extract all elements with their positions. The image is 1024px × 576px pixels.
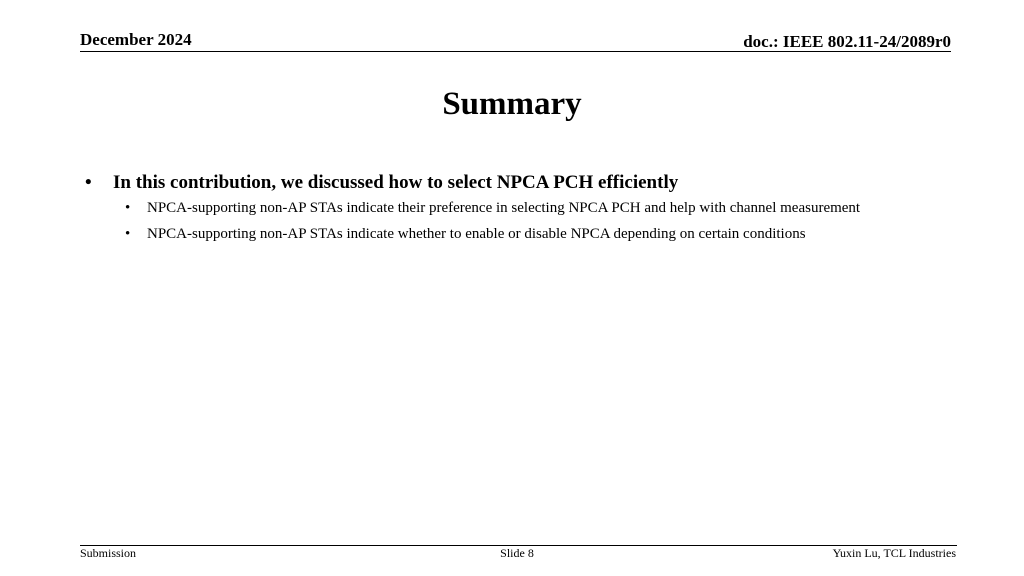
- sub-bullet-text: NPCA-supporting non-AP STAs indicate their preference in selecting NPCA PCH and help with channel measurement: [147, 200, 861, 216]
- sub-bullet-item: [80, 224, 940, 244]
- footer-author: Yuxin Lu, TCL Industries: [832, 546, 956, 560]
- bullet-icon: •: [85, 172, 92, 193]
- slide-title: Summary: [442, 86, 582, 122]
- header-doc-id: doc.: IEEE 802.11-24/2089r0: [743, 32, 951, 51]
- sub-bullet-text: NPCA-supporting non-AP STAs indicate whether to enable or disable NPCA depending on certain conditions: [147, 226, 806, 242]
- footer-slide-number: Slide 8: [500, 546, 534, 560]
- bullet-text: In this contribution, we discussed how to select NPCA PCH efficiently: [113, 172, 679, 193]
- sub-bullet-icon: •: [125, 226, 131, 242]
- header-divider: [80, 51, 951, 52]
- header-date: December 2024: [80, 30, 192, 49]
- sub-bullet-icon: •: [125, 200, 131, 216]
- footer-submission: Submission: [80, 546, 137, 560]
- bullet-item: [80, 170, 940, 195]
- bullet-list: [80, 170, 940, 250]
- sub-bullet-item: [80, 198, 940, 218]
